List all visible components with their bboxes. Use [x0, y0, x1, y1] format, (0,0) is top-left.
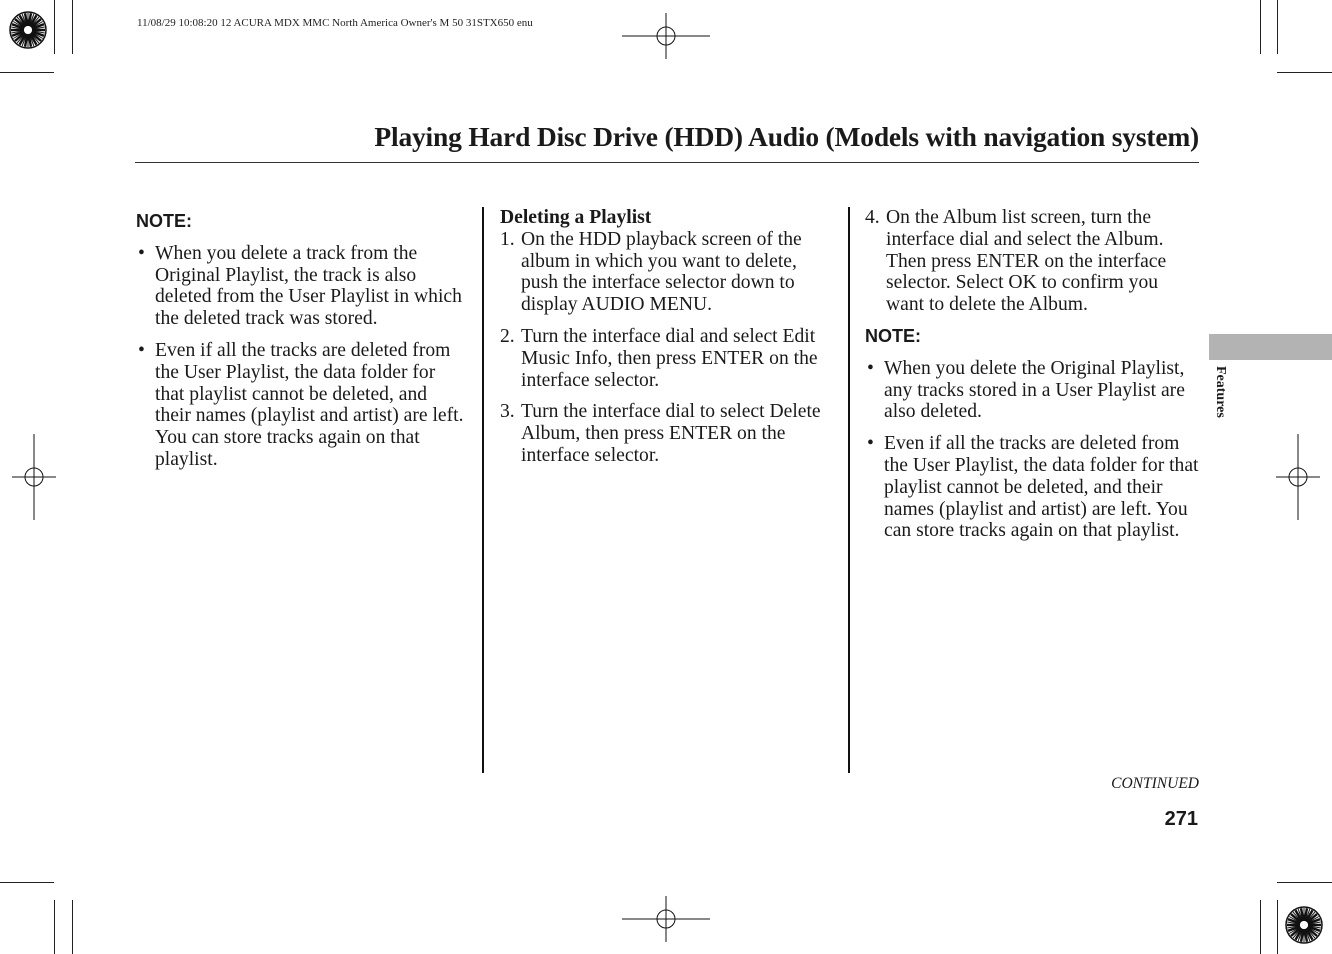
crop-mark — [1260, 900, 1261, 954]
step-item — [500, 401, 835, 466]
list-item — [865, 433, 1200, 542]
section-tab-label: Features — [1213, 366, 1228, 418]
list-item — [865, 358, 1200, 423]
step-text: On the HDD playback screen of the album in which you want to delete, push the interface selector down to display AUDIO MENU. — [521, 228, 802, 316]
bullet-icon: • — [867, 433, 874, 455]
bullet-icon: • — [867, 357, 874, 379]
crosshair-icon — [1276, 434, 1320, 520]
note-list — [865, 358, 1200, 542]
list-item-text: When you delete the Original Playlist, any tracks stored in a User Playlist are also deleted. — [884, 357, 1185, 423]
crop-mark — [1277, 72, 1332, 73]
crosshair-icon — [622, 896, 710, 942]
crop-mark — [0, 882, 54, 883]
crop-mark — [0, 72, 54, 73]
step-number: 1. — [500, 228, 515, 250]
section-tab — [1209, 334, 1332, 360]
crop-mark — [72, 0, 73, 54]
step-number: 2. — [500, 325, 515, 347]
crop-mark — [1277, 900, 1278, 954]
column-separator — [848, 207, 850, 773]
note-label: NOTE: — [865, 325, 921, 346]
note-list — [136, 243, 466, 471]
step-text: Turn the interface dial and select Edit Music Info, then press ENTER on the interface selector. — [521, 325, 818, 391]
list-item — [136, 340, 466, 471]
column-1 — [136, 207, 466, 481]
note-label: NOTE: — [136, 211, 192, 231]
column-separator — [482, 207, 484, 773]
list-item-text: Even if all the tracks are deleted from the User Playlist, the data folder for that playlist cannot be deleted, and their names (playlist and artist) are left. You can store tracks again on that playlist. — [155, 339, 464, 470]
column-3 — [865, 207, 1200, 552]
crop-mark — [1260, 0, 1261, 54]
step-number: 3. — [500, 401, 515, 423]
registration-mark-icon — [1284, 905, 1324, 945]
step-number: 4. — [865, 207, 880, 228]
step-list — [500, 229, 835, 467]
list-item-text: Even if all the tracks are deleted from the User Playlist, the data folder for that playlist cannot be deleted, and their names (playlist and artist) are left. You can store tracks again on that playlist. — [884, 433, 1199, 542]
section-heading: Deleting a Playlist — [500, 207, 652, 228]
bullet-icon: • — [138, 339, 145, 361]
title-divider — [135, 162, 1199, 163]
list-item — [136, 243, 466, 330]
registration-mark-icon — [8, 10, 48, 50]
crop-mark — [1277, 0, 1278, 54]
page-number: 271 — [1164, 808, 1198, 830]
continued-label: CONTINUED — [1111, 775, 1199, 792]
step-item — [865, 207, 1200, 316]
bullet-icon: • — [138, 242, 145, 264]
step-list — [865, 207, 1200, 316]
crosshair-icon — [12, 434, 56, 520]
list-item-text: When you delete a track from the Original Playlist, the track is also deleted from the User Playlist in which the deleted track was stored. — [155, 242, 462, 330]
print-header: 11/08/29 10:08:20 12 ACURA MDX MMC North America Owner's M 50 31STX650 enu — [137, 17, 533, 29]
crop-mark — [54, 900, 55, 954]
crosshair-icon — [622, 13, 710, 59]
step-text: Turn the interface dial to select Delete Album, then press ENTER on the interface selector. — [521, 401, 821, 466]
step-item — [500, 229, 835, 316]
column-2 — [500, 207, 835, 477]
crop-mark — [72, 900, 73, 954]
crop-mark — [54, 0, 55, 54]
step-text: On the Album list screen, turn the interface dial and select the Album. Then press ENTER on the interface selector. Select OK to confirm you want to delete the Album. — [886, 207, 1167, 316]
crop-mark — [1277, 882, 1332, 883]
page-title: Playing Hard Disc Drive (HDD) Audio (Models with navigation system) — [374, 121, 1199, 152]
step-item — [500, 326, 835, 391]
